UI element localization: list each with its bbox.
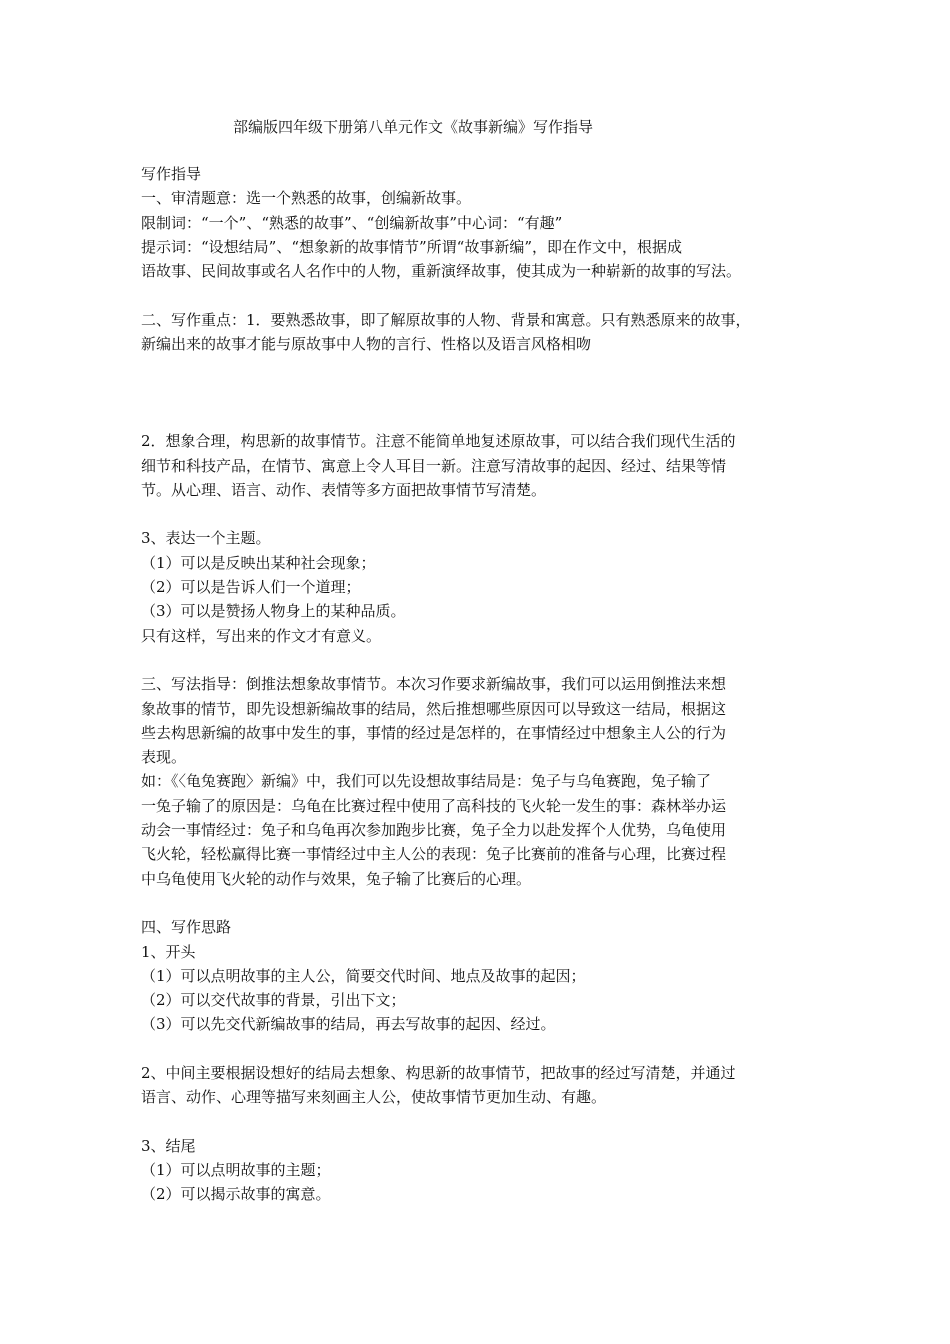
text-line: 限制词：“一个”、“熟悉的故事”、“创编新故事”中心词：“有趣” xyxy=(141,213,563,232)
blank-line xyxy=(141,381,831,405)
text-line: 节。从心理、语言、动作、表情等多方面把故事情节写清楚。 xyxy=(141,480,547,499)
blank-line xyxy=(141,1037,831,1061)
blank-line xyxy=(141,283,831,307)
blank-line xyxy=(141,405,831,429)
text-line: 提示词：“设想结局”、“想象新的故事情节”所谓“故事新编”，即在作文中，根据成 xyxy=(141,237,683,256)
text-line: 1、开头 xyxy=(141,942,196,961)
text-line: 一、审清题意：选一个熟悉的故事，创编新故事。 xyxy=(141,189,472,208)
text-line: 细节和科技产品，在情节、寓意上令人耳目一新。注意写清故事的起因、经过、结果等情 xyxy=(141,456,727,475)
text-line: 三、写法指导：倒推法想象故事情节。本次习作要求新编故事，我们可以运用倒推法来想 xyxy=(141,675,727,694)
text-line: 二、写作重点：1．要熟悉故事，即了解原故事的人物、背景和寓意。只有熟悉原来的故事， xyxy=(141,310,751,329)
text-line: 语故事、民间故事或名人名作中的人物，重新演绎故事，使其成为一种崭新的故事的写法。 xyxy=(141,262,742,281)
text-line: 四、写作思路 xyxy=(141,918,232,937)
text-line: （2）可以揭示故事的寓意。 xyxy=(141,1185,331,1204)
blank-line xyxy=(141,1110,831,1134)
blank-line xyxy=(141,356,831,380)
document-title: 部编版四年级下册第八单元作文《故事新编》写作指导 xyxy=(233,118,594,136)
text-line: （3）可以先交代新编故事的结局，再去写故事的起因、经过。 xyxy=(141,1015,556,1034)
text-line: 2．想象合理，构思新的故事情节。注意不能简单地复述原故事，可以结合我们现代生活的 xyxy=(141,432,736,451)
text-line: 中乌龟使用飞火轮的动作与效果，兔子输了比赛后的心理。 xyxy=(141,869,532,888)
text-line: 写作指导 xyxy=(141,165,202,183)
text-line: 飞火轮，轻松赢得比赛一事情经过中主人公的表现：兔子比赛前的准备与心理，比赛过程 xyxy=(141,845,727,864)
text-line: （1）可以点明故事的主人公，简要交代时间、地点及故事的起因； xyxy=(141,966,586,985)
text-line: 2、中间主要根据设想好的结局去想象、构思新的故事情节，把故事的经过写清楚，并通过 xyxy=(141,1063,736,1082)
document-body xyxy=(141,162,831,1207)
text-line: 表现。 xyxy=(141,748,187,767)
text-line: 象故事的情节，即先设想新编故事的结局，然后推想哪些原因可以导致这一结局，根据这 xyxy=(141,699,727,718)
text-line: 只有这样，写出来的作文才有意义。 xyxy=(141,626,382,645)
text-line: （1）可以点明故事的主题； xyxy=(141,1161,331,1180)
text-line: 3、结尾 xyxy=(141,1136,196,1155)
text-line: 些去构思新编的故事中发生的事，事情的经过是怎样的，在事情经过中想象主人公的行为 xyxy=(141,723,727,742)
text-line: 3、表达一个主题。 xyxy=(141,529,271,548)
text-line: （2）可以交代故事的背景，引出下文； xyxy=(141,991,406,1010)
blank-line xyxy=(141,891,831,915)
blank-line xyxy=(141,648,831,672)
text-line: 新编出来的故事才能与原故事中人物的言行、性格以及语言风格相吻 xyxy=(141,335,592,354)
blank-line xyxy=(141,502,831,526)
text-line: （2）可以是告诉人们一个道理； xyxy=(141,578,361,597)
text-line: （1）可以是反映出某种社会现象； xyxy=(141,553,376,572)
text-line: 一兔子输了的原因是：乌龟在比赛过程中使用了高科技的飞火轮一发生的事：森林举办运 xyxy=(141,796,727,815)
text-line: 如：《〈龟兔赛跑〉新编》中，我们可以先设想故事结局是：兔子与乌龟赛跑，兔子输了 xyxy=(141,772,712,791)
text-line: 语言、动作、心理等描写来刻画主人公，使故事情节更加生动、有趣。 xyxy=(141,1088,607,1107)
text-line: 动会一事情经过：兔子和乌龟再次参加跑步比赛，兔子全力以赴发挥个人优势，乌龟使用 xyxy=(141,821,727,840)
text-line: （3）可以是赞扬人物身上的某种品质。 xyxy=(141,602,406,621)
